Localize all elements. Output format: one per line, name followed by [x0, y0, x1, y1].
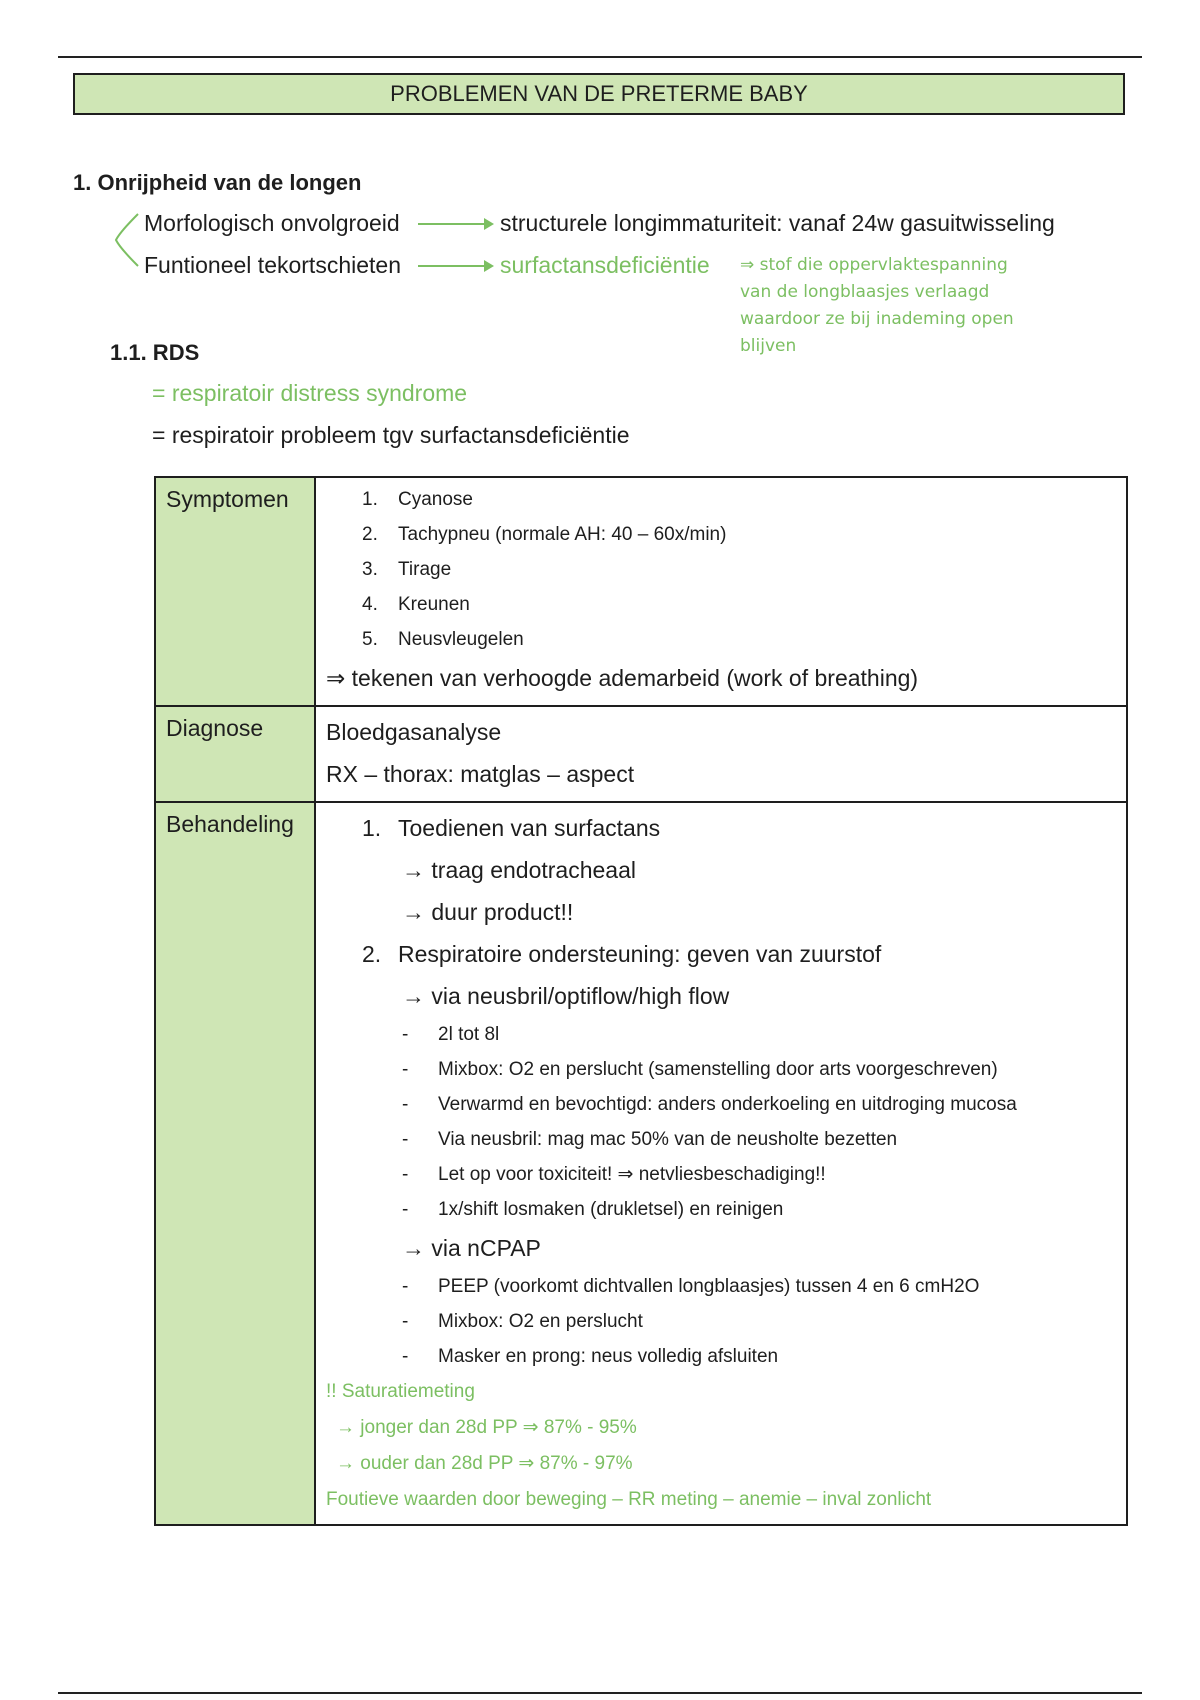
- definition-green: = respiratoir distress syndrome: [152, 380, 468, 406]
- list-item: 4. Kreunen: [362, 594, 470, 615]
- definition-black: = respiratoir probleem tgv surfactansdeficiëntie: [152, 422, 630, 448]
- list-item: - 1x/shift losmaken (drukletsel) en reinigen: [402, 1199, 784, 1220]
- list-item: - Via neusbril: mag mac 50% van de neusholte bezetten: [402, 1129, 898, 1150]
- list-item: 1. Toedienen van surfactans: [362, 815, 661, 841]
- arrow-icon: [418, 223, 492, 225]
- page-title: [73, 73, 1125, 115]
- bottom-rule: [58, 1692, 1142, 1694]
- row-label: Behandeling: [155, 802, 315, 1525]
- row-label: Symptomen: [155, 477, 315, 706]
- list-item: RX – thorax: matglas – aspect: [326, 761, 635, 787]
- list-item: 1. Cyanose: [362, 489, 473, 510]
- list-item: - Mixbox: O2 en perslucht (samenstelling door arts voorgeschreven): [402, 1059, 998, 1080]
- page-title-text: PROBLEMEN VAN DE PRETERME BABY: [390, 81, 808, 106]
- list-item: - Masker en prong: neus volledig afsluiten: [402, 1346, 779, 1367]
- list-item: - Verwarmd en bevochtigd: anders onderkoeling en uitdroging mucosa: [402, 1094, 1017, 1115]
- item-right-2: surfactansdeficiëntie: [500, 252, 710, 278]
- list-item: 3. Tirage: [362, 559, 452, 580]
- rds-table: [154, 476, 1128, 1526]
- top-rule: [58, 56, 1142, 58]
- table-row: [155, 802, 1127, 1525]
- item-right-1: structurele longimmaturiteit: vanaf 24w gasuitwisseling: [500, 210, 1055, 236]
- section-heading: 1. Onrijpheid van de longen: [73, 170, 362, 195]
- list-item: - Let op voor toxiciteit! ⇒ netvliesbeschadiging!!: [402, 1164, 826, 1185]
- table-row: [155, 477, 1127, 706]
- list-item: → via neusbril/optiflow/high flow: [402, 983, 730, 1009]
- list-item: → via nCPAP: [402, 1235, 541, 1261]
- item-left-2: Funtioneel tekortschieten: [144, 252, 401, 278]
- saturation-title: !! Saturatiemeting: [326, 1381, 475, 1402]
- symptoms-cell: [315, 477, 1127, 706]
- row-label: Diagnose: [155, 706, 315, 802]
- table-row: [155, 706, 1127, 802]
- list-item: Bloedgasanalyse: [326, 719, 502, 745]
- saturation-line: → ouder dan 28d PP ⇒ 87% - 97%: [336, 1453, 633, 1474]
- diagnosis-cell: [315, 706, 1127, 802]
- arrow-icon: [418, 265, 492, 267]
- list-item: → traag endotracheaal: [402, 857, 636, 883]
- saturation-line: → jonger dan 28d PP ⇒ 87% - 95%: [336, 1417, 637, 1438]
- list-item: 2. Tachypneu (normale AH: 40 – 60x/min): [362, 524, 727, 545]
- list-item: - PEEP (voorkomt dichtvallen longblaasjes) tussen 4 en 6 cmH2O: [402, 1276, 980, 1297]
- list-item: → duur product!!: [402, 899, 574, 925]
- brace-icon: [112, 210, 142, 270]
- subsection-heading: 1.1. RDS: [110, 340, 200, 365]
- symptoms-conclusion: ⇒ tekenen van verhoogde ademarbeid (work of breathing): [326, 665, 919, 691]
- handwritten-note: ⇒ stof die oppervlaktespanning van de longblaasjes verlaagd waardoor ze bij inademing open blijven: [740, 255, 1014, 356]
- list-item: 5. Neusvleugelen: [362, 629, 524, 650]
- list-item: - 2l tot 8l: [402, 1024, 500, 1045]
- saturation-footer: Foutieve waarden door beweging – RR meting – anemie – inval zonlicht: [326, 1489, 932, 1510]
- list-item: - Mixbox: O2 en perslucht: [402, 1311, 643, 1332]
- item-left-1: Morfologisch onvolgroeid: [144, 210, 400, 236]
- list-item: 2. Respiratoire ondersteuning: geven van zuurstof: [362, 941, 882, 967]
- treatment-cell: [315, 802, 1127, 1525]
